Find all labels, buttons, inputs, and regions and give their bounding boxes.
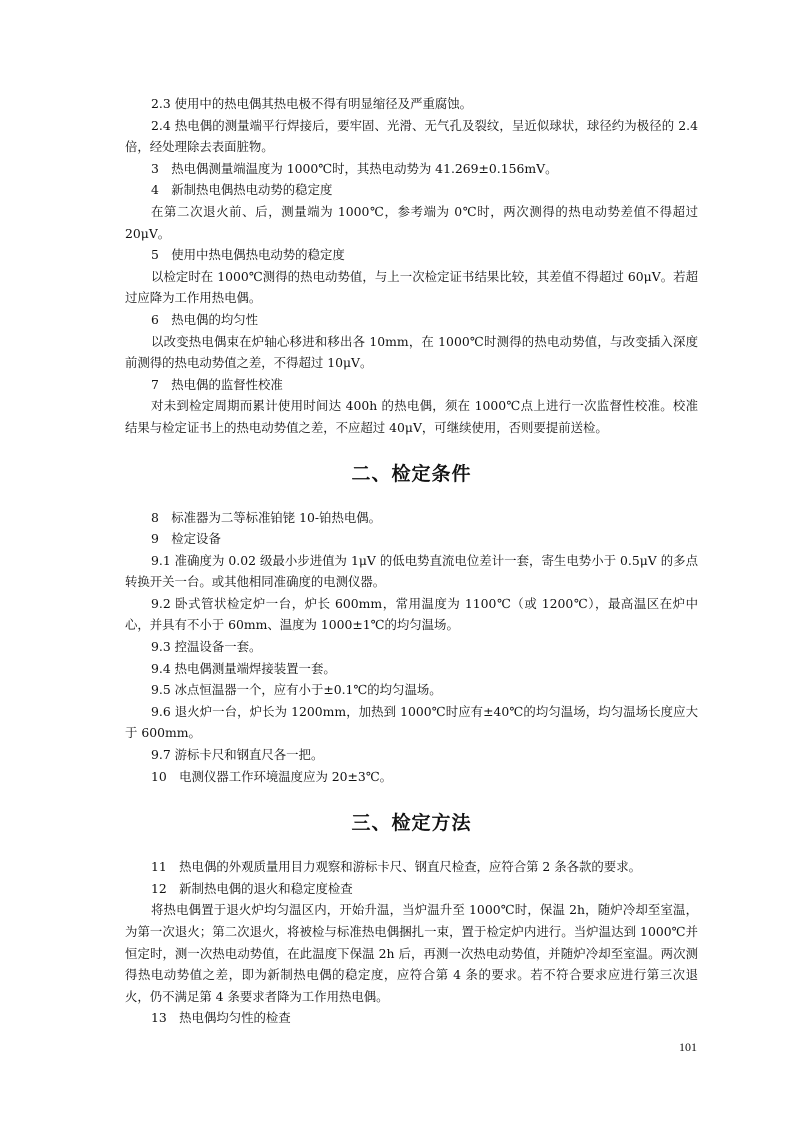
clause-2-3: 2.3 使用中的热电偶其热电极不得有明显缩径及严重腐蚀。 <box>151 96 473 111</box>
section-heading-verification-conditions: 二、检定条件 <box>351 462 472 485</box>
clause-9-title: 9 检定设备 <box>151 531 221 547</box>
clause-9-7: 9.7 游标卡尺和钢直尺各一把。 <box>151 747 324 763</box>
clause-9-4: 9.4 热电偶测量端焊接装置一套。 <box>151 660 336 676</box>
clause-6-text: 以改变热电偶束在炉轴心移进和移出各 10mm，在 1000℃时测得的热电动势值，与改变插入深度前测得的热电动势值之差，不得超过 10μV。 <box>125 333 698 371</box>
clause-2-4: 2.4 热电偶的测量端平行焊接后，要牢固、光滑、无气孔及裂纹，呈近似球状，球径约为极径的 2.4 倍，经处理除去表面脏物。 <box>125 117 698 155</box>
clause-5-text: 以检定时在 1000℃测得的热电动势值，与上一次检定证书结果比较，其差值不得超过 60μV。若超过应降为工作用热电偶。 <box>125 268 698 306</box>
clause-9-1: 9.1 准确度为 0.02 级最小步进值为 1μV 的低电势直流电位差计一套，寄生电势小于 0.5μV 的多点转换开关一台。或其他相同准确度的电测仪器。 <box>125 552 698 590</box>
page-number: 101 <box>679 1040 697 1054</box>
clause-5-title: 5 使用中热电偶热电动势的稳定度 <box>151 247 345 263</box>
clause-10: 10 电测仪器工作环境温度应为 20±3℃。 <box>151 768 393 784</box>
clause-11: 11 热电偶的外观质量用目力观察和游标卡尺、钢直尺检查，应符合第 2 条各款的要求。 <box>151 859 641 875</box>
clause-7-title: 7 热电偶的监督性校准 <box>151 376 283 392</box>
clause-3: 3 热电偶测量端温度为 1000℃时，其热电动势为 41.269±0.156mV。 <box>151 160 558 176</box>
clause-7-text: 对未到检定周期而累计使用时间达 400h 的热电偶，须在 1000℃点上进行一次监督性校准。校准结果与检定证书上的热电动势值之差，不应超过 40μV，可继续使用，否则要提前送检。 <box>125 398 698 435</box>
clause-4-text: 在第二次退火前、后，测量端为 1000℃，参考端为 0℃时，两次测得的热电动势差值不得超过 20μV。 <box>125 203 698 241</box>
clause-12-text: 将热电偶置于退火炉均匀温区内，开始升温，当炉温升至 1000℃时，保温 2h，随炉冷却至室温，为第一次退火；第二次退火，将被检与标准热电偶捆扎一束，置于检定炉内进行。当炉温达到 1000℃并恒定时，测一次热电动势值，在此温度下保温 2h 后，再测一次热电动势值，并随炉冷却至室温。两次测得热电动势值之差，即为新制热电偶的稳定度，应符合第 4 条的要求。若不符合要求应进行第三次退火，仍不满足第 4 条要求者降为工作用热电偶。 <box>125 902 698 1004</box>
clause-9-3: 9.3 控温设备一套。 <box>151 639 262 655</box>
document-page <box>125 93 698 1029</box>
clause-4-title: 4 新制热电偶热电动势的稳定度 <box>151 182 333 198</box>
section-heading-verification-methods: 三、检定方法 <box>351 812 472 835</box>
clause-9-6: 9.6 退火炉一台，炉长为 1200mm，加热到 1000℃时应有±40℃的均匀温场，均匀温场长度应大于 600mm。 <box>125 703 698 741</box>
clause-12-title: 12 新制热电偶的退火和稳定度检查 <box>151 880 353 896</box>
clause-13-title: 13 热电偶均匀性的检查 <box>151 1010 291 1026</box>
clause-8: 8 标准器为二等标准铂铑 10-铂热电偶。 <box>151 509 382 525</box>
clause-6-title: 6 热电偶的均匀性 <box>151 311 259 327</box>
clause-9-2: 9.2 卧式管状检定炉一台，炉长 600mm，常用温度为 1100℃（或 1200℃），最高温区在炉中心，并具有不小于 60mm、温度为 1000±1℃的均匀温场。 <box>125 595 698 633</box>
clause-9-5: 9.5 冰点恒温器一个，应有小于±0.1℃的均匀温场。 <box>151 682 442 698</box>
